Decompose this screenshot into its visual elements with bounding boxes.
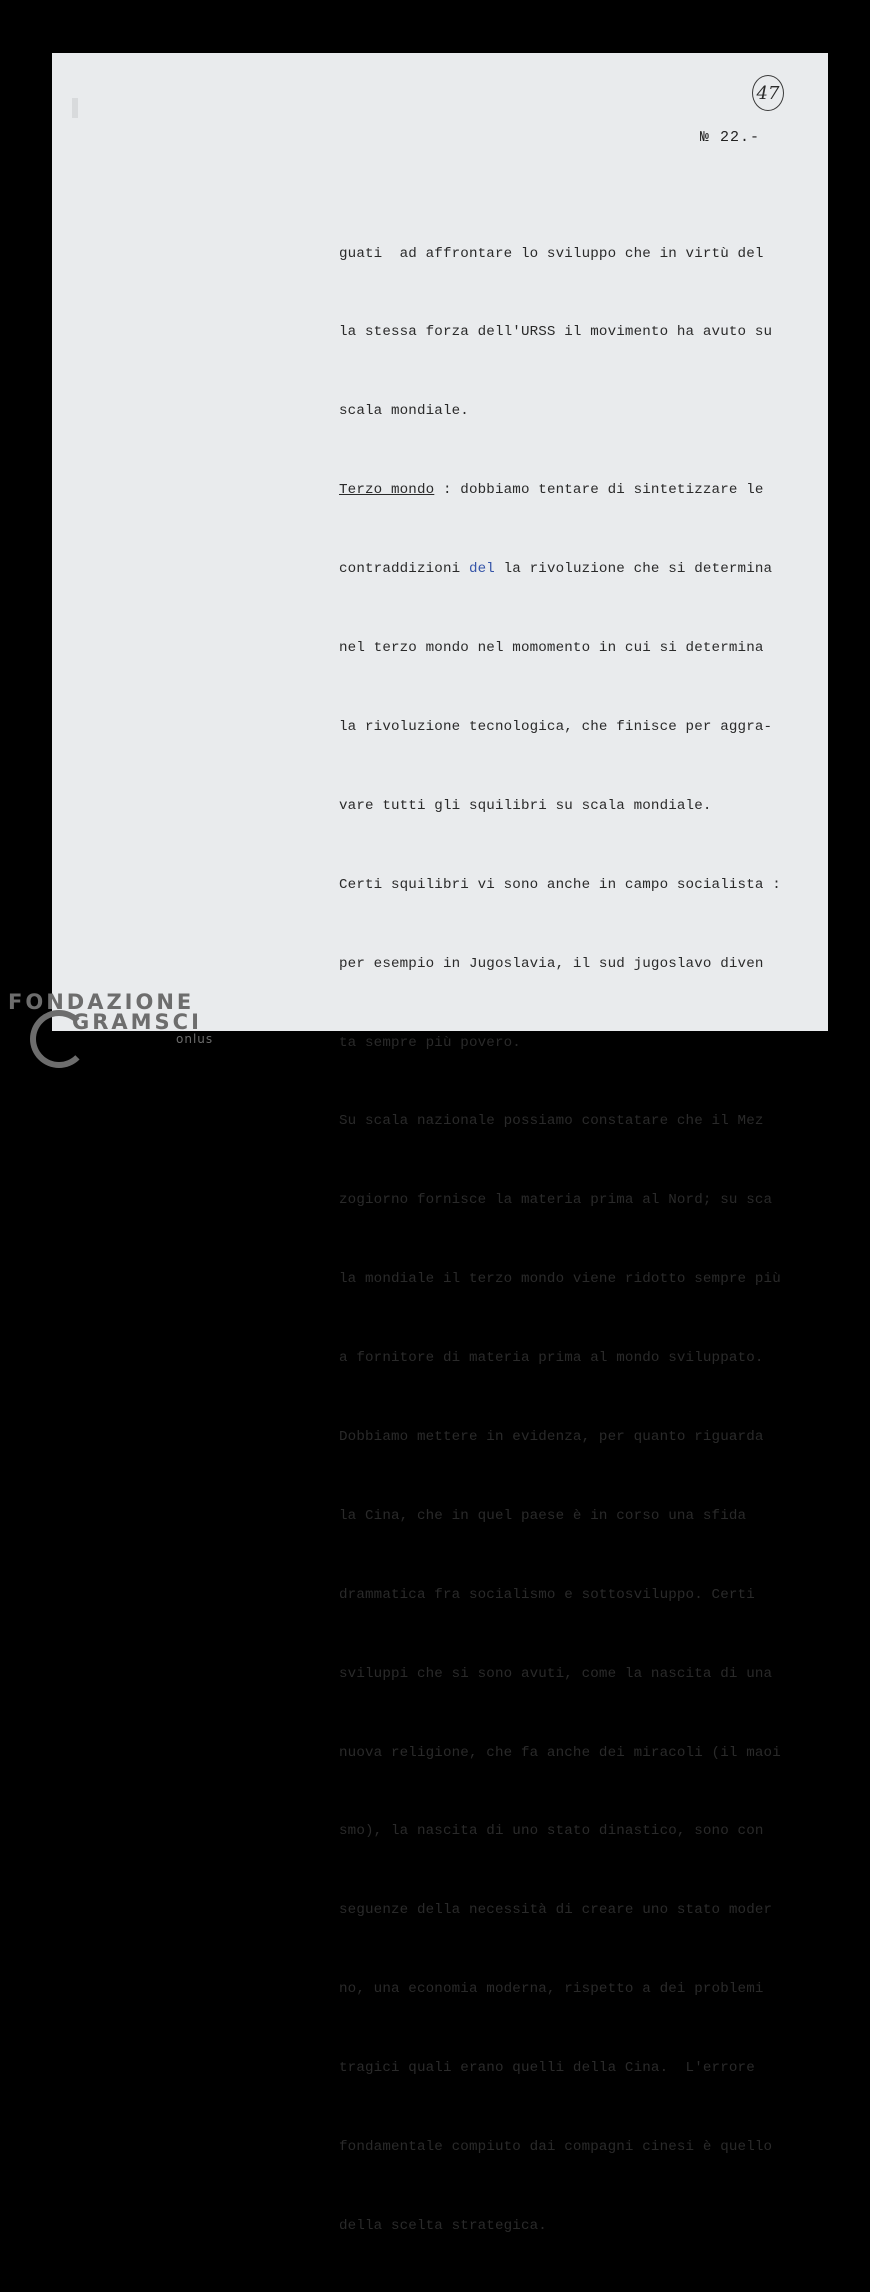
text-line: scala mondiale. [339,403,469,420]
circled-number-text: 47 [756,82,780,104]
text-line: tragici quali erano quelli della Cina. L'errore [339,2060,755,2077]
text-line: Dobbiamo mettere in evidenza, per quanto riguarda [339,1428,764,1445]
text-line: Certi squilibri vi sono anche in campo socialista : [339,876,781,893]
text-line: a fornitore di materia prima al mondo sviluppato. [339,1350,764,1367]
heading-line: Terzo mondo : dobbiamo tentare di sintetizzare le [339,482,764,499]
text-line-correction [339,556,809,582]
text-line: Su scala nazionale possiamo constatare che il Mez [339,1113,764,1130]
logo-line-3: onlus [176,1032,214,1046]
logo-line-1: FONDAZIONE [8,990,195,1014]
logo-line-2: GRAMSCI [72,1010,202,1034]
text-line: la mondiale il terzo mondo viene ridotto sempre più [339,1271,781,1288]
circled-page-number [752,75,784,111]
fondazione-gramsci-logo [8,990,213,1046]
text-line: guati ad affrontare lo sviluppo che in virtù del [339,245,764,262]
text-line: la Cina, che in quel paese è in corso una sfida [339,1507,747,1524]
page-number: № 22.- [700,129,761,146]
correction-line: contraddizioni del la rivoluzione che si determina [339,561,773,578]
paper-mark [72,98,78,118]
text-line: drammatica fra socialismo e sottosviluppo. Certi [339,1586,755,1603]
text-line: sviluppi che si sono avuti, come la nascita di una [339,1665,773,1682]
text-line: nuova religione, che fa anche dei miracoli (il maoi [339,1744,781,1761]
text-line: zogiorno fornisce la materia prima al Nord; su sca [339,1192,773,1209]
handwritten-correction: del [468,561,495,578]
text-line: no, una economia moderna, rispetto a dei problemi [339,1981,764,1998]
text-line-heading [339,477,809,503]
section-heading: Terzo mondo [339,482,435,499]
text-line: seguenze della necessità di creare uno stato moder [339,1902,773,1919]
text-line: della scelta strategica. [339,2217,547,2234]
text-line: nel terzo mondo nel momomento in cui si determina [339,640,764,657]
text-line: la rivoluzione tecnologica, che finisce per aggra- [339,718,773,735]
text-line: la stessa forza dell'URSS il movimento ha avuto su [339,324,773,341]
text-line: fondamentale compiuto dai compagni cinesi è quello [339,2138,773,2155]
text-line: ta sempre più povero. [339,1034,521,1051]
text-line: per esempio in Jugoslavia, il sud jugoslavo diven [339,955,764,972]
typed-text-block [339,188,809,2292]
text-line: vare tutti gli squilibri su scala mondiale. [339,797,712,814]
text-line: smo), la nascita di uno stato dinastico, sono con [339,1823,764,1840]
